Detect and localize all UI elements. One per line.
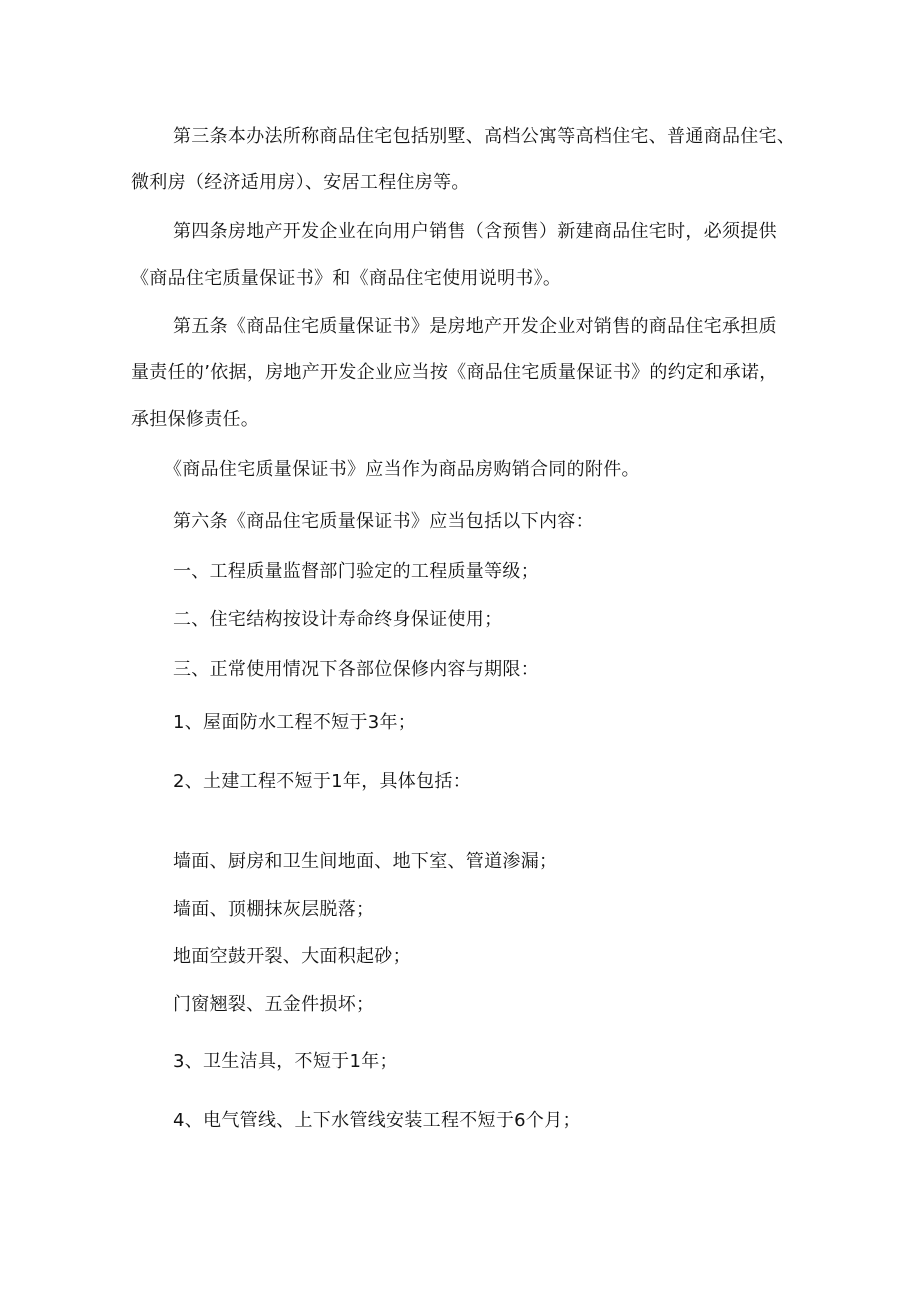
paragraph-line: 第五条《商品住宅质量保证书》是房地产开发企业对销售的商品住宅承担质 — [173, 316, 777, 337]
sub-item-line: 墙面、顶棚抹灰层脱落； — [173, 899, 375, 920]
paragraph-line: 第四条房地产开发企业在向用户销售（含预售）新建商品住宅时，必须提供 — [173, 221, 777, 242]
paragraph-line: 第三条本办法所称商品住宅包括别墅、高档公寓等高档住宅、普通商品住宅、 — [173, 126, 796, 147]
paragraph-line: 第六条《商品住宅质量保证书》应当包括以下内容： — [173, 511, 594, 532]
paragraph-line: 微利房（经济适用房）、安居工程住房等。 — [131, 172, 470, 193]
list-item-line: 4、电气管线、上下水管线安装工程不短于6个月； — [173, 1110, 581, 1131]
list-item-line: 三、正常使用情况下各部位保修内容与期限： — [173, 659, 539, 680]
paragraph-line: 《商品住宅质量保证书》和《商品住宅使用说明书》。 — [131, 268, 562, 289]
paragraph-line: 量责任的’依据，房地产开发企业应当按《商品住宅质量保证书》的约定和承诺， — [131, 362, 778, 383]
list-item-line: 2、土建工程不短于1年，具体包括： — [173, 771, 472, 792]
list-item-line: 1、屋面防水工程不短于3年； — [173, 712, 417, 733]
paragraph-line: 《商品住宅质量保证书》应当作为商品房购销合同的附件。 — [164, 459, 640, 480]
sub-item-line: 墙面、厨房和卫生间地面、地下室、管道渗漏； — [173, 851, 558, 872]
sub-item-line: 门窗翘裂、五金件损坏； — [173, 994, 375, 1015]
list-item-line: 一、工程质量监督部门验定的工程质量等级； — [173, 561, 539, 582]
list-item-line: 二、住宅结构按设计寿命终身保证使用； — [173, 609, 503, 630]
list-item-line: 3、卫生洁具，不短于1年； — [173, 1051, 398, 1072]
paragraph-line: 承担保修责任。 — [131, 409, 260, 430]
sub-item-line: 地面空鼓开裂、大面积起砂； — [173, 946, 411, 967]
